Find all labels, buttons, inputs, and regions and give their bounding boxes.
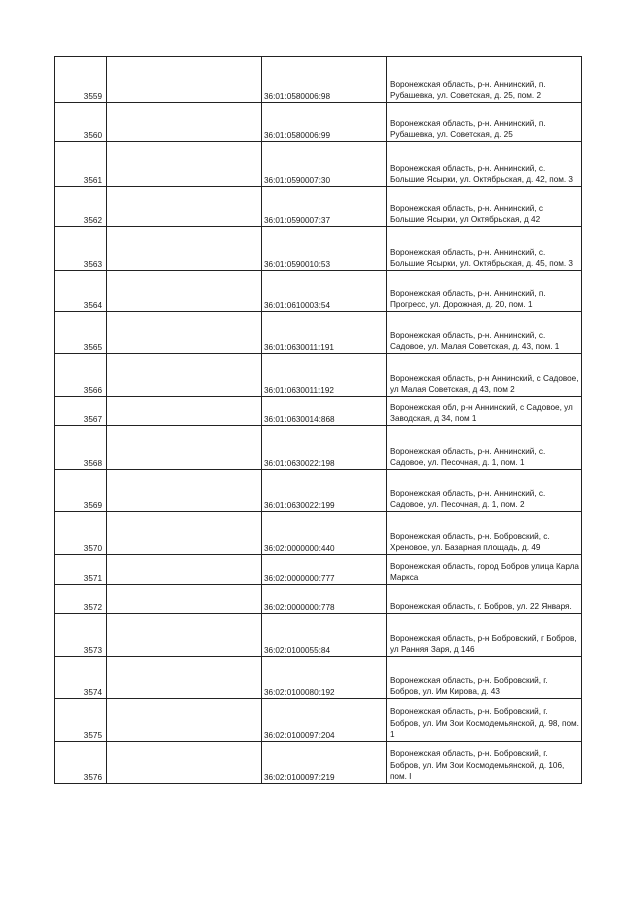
blank-cell [107, 142, 262, 187]
blank-cell [107, 614, 262, 657]
address: Воронежская область, р-н. Аннинский, п. Прогресс, ул. Дорожная, д. 20, пом. 1 [387, 271, 582, 312]
address: Воронежская область, р-н. Аннинский, с Большие Ясырки, ул Октябрьская, д 42 [387, 187, 582, 227]
address: Воронежская область, р-н. Аннинский, п. Рубашевка, ул. Советская, д. 25 [387, 103, 582, 142]
row-number: 3564 [55, 271, 107, 312]
cadastral-number: 36:01:0630011:192 [262, 354, 387, 397]
blank-cell [107, 227, 262, 271]
table-row [55, 397, 582, 426]
table-row [55, 512, 582, 555]
table-row [55, 614, 582, 657]
address: Воронежская область, р-н. Бобровский, г. Бобров, ул. Им Зои Космодемьянской, д. 98, пом. 1 [387, 699, 582, 742]
blank-cell [107, 555, 262, 585]
table-row [55, 354, 582, 397]
row-number: 3570 [55, 512, 107, 555]
address: Воронежская область, р-н. Бобровский, с. Хреновое, ул. Базарная площадь, д. 49 [387, 512, 582, 555]
blank-cell [107, 57, 262, 103]
blank-cell [107, 585, 262, 614]
row-number: 3576 [55, 742, 107, 784]
address: Воронежская область, р-н. Аннинский, с. Большие Ясырки, ул. Октябрьская, д. 45, пом. 3 [387, 227, 582, 271]
cadastral-number: 36:02:0100097:204 [262, 699, 387, 742]
property-table [54, 56, 582, 784]
address: Воронежская область, город Бобров улица Карла Маркса [387, 555, 582, 585]
cadastral-number: 36:01:0590007:37 [262, 187, 387, 227]
table-row [55, 312, 582, 354]
row-number: 3566 [55, 354, 107, 397]
cadastral-number: 36:01:0580006:99 [262, 103, 387, 142]
cadastral-number: 36:02:0100097:219 [262, 742, 387, 784]
table-row [55, 426, 582, 470]
cadastral-number: 36:01:0630022:199 [262, 470, 387, 512]
blank-cell [107, 657, 262, 699]
table-body [55, 57, 582, 784]
blank-cell [107, 470, 262, 512]
row-number: 3574 [55, 657, 107, 699]
row-number: 3563 [55, 227, 107, 271]
row-number: 3560 [55, 103, 107, 142]
table-row [55, 227, 582, 271]
cadastral-number: 36:01:0630014:868 [262, 397, 387, 426]
cadastral-number: 36:02:0100055:84 [262, 614, 387, 657]
address: Воронежская область, г. Бобров, ул. 22 Января. [387, 585, 582, 614]
table-row [55, 142, 582, 187]
row-number: 3565 [55, 312, 107, 354]
table-row [55, 57, 582, 103]
table-row [55, 699, 582, 742]
address: Воронежская область, р-н. Аннинский, с. Садовое, ул. Песочная, д. 1, пом. 2 [387, 470, 582, 512]
row-number: 3567 [55, 397, 107, 426]
address: Воронежская область, р-н Бобровский, г Бобров, ул Ранняя Заря, д 146 [387, 614, 582, 657]
table-row [55, 657, 582, 699]
blank-cell [107, 699, 262, 742]
cadastral-number: 36:01:0580006:98 [262, 57, 387, 103]
cadastral-number: 36:01:0630011:191 [262, 312, 387, 354]
blank-cell [107, 512, 262, 555]
row-number: 3561 [55, 142, 107, 187]
address: Воронежская область, р-н. Бобровский, г. Бобров, ул. Им Кирова, д. 43 [387, 657, 582, 699]
address: Воронежская область, р-н. Аннинский, с. Садовое, ул. Малая Советская, д. 43, пом. 1 [387, 312, 582, 354]
address: Воронежская область, р-н. Аннинский, с. Большие Ясырки, ул. Октябрьская, д. 42, пом. 3 [387, 142, 582, 187]
cadastral-number: 36:02:0000000:777 [262, 555, 387, 585]
table-row [55, 271, 582, 312]
row-number: 3571 [55, 555, 107, 585]
blank-cell [107, 187, 262, 227]
cadastral-number: 36:02:0100080:192 [262, 657, 387, 699]
cadastral-number: 36:02:0000000:778 [262, 585, 387, 614]
row-number: 3562 [55, 187, 107, 227]
address: Воронежская область, р-н Аннинский, с Садовое, ул Малая Советская, д 43, пом 2 [387, 354, 582, 397]
table-row [55, 742, 582, 784]
table-row [55, 555, 582, 585]
row-number: 3573 [55, 614, 107, 657]
blank-cell [107, 742, 262, 784]
table-row [55, 103, 582, 142]
blank-cell [107, 426, 262, 470]
address: Воронежская область, р-н. Бобровский, г. Бобров, ул. Им Зои Космодемьянской, д. 106, пом. I [387, 742, 582, 784]
row-number: 3568 [55, 426, 107, 470]
cadastral-number: 36:01:0630022:198 [262, 426, 387, 470]
table-row [55, 470, 582, 512]
row-number: 3569 [55, 470, 107, 512]
table-row [55, 187, 582, 227]
blank-cell [107, 354, 262, 397]
table-row [55, 585, 582, 614]
cadastral-number: 36:01:0610003:54 [262, 271, 387, 312]
blank-cell [107, 397, 262, 426]
address: Воронежская область, р-н. Аннинский, п. Рубашевка, ул. Советская, д. 25, пом. 2 [387, 57, 582, 103]
blank-cell [107, 103, 262, 142]
address: Воронежская обл, р-н Аннинский, с Садовое, ул Заводская, д 34, пом 1 [387, 397, 582, 426]
row-number: 3559 [55, 57, 107, 103]
cadastral-number: 36:02:0000000:440 [262, 512, 387, 555]
row-number: 3575 [55, 699, 107, 742]
cadastral-number: 36:01:0590010:53 [262, 227, 387, 271]
cadastral-number: 36:01:0590007:30 [262, 142, 387, 187]
blank-cell [107, 312, 262, 354]
row-number: 3572 [55, 585, 107, 614]
blank-cell [107, 271, 262, 312]
address: Воронежская область, р-н. Аннинский, с. Садовое, ул. Песочная, д. 1, пом. 1 [387, 426, 582, 470]
